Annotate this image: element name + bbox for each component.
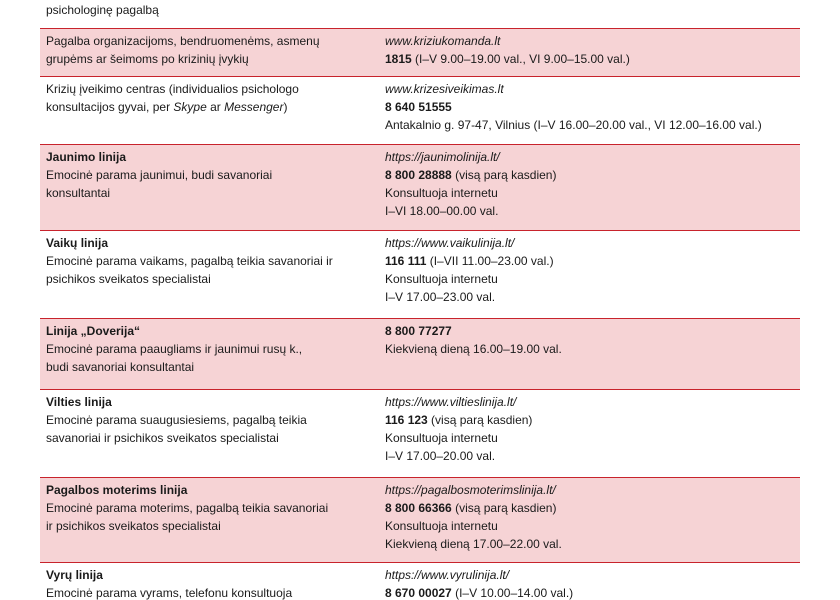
text-line <box>385 288 794 306</box>
text-segment: grupėms ar šeimoms po krizinių įvykių <box>46 52 249 66</box>
text-line <box>385 447 794 465</box>
text-segment: Kiekvieną dieną 16.00–19.00 val. <box>385 342 562 356</box>
text-line <box>385 148 794 166</box>
text-line <box>385 340 794 358</box>
text-segment: Krizių įveikimo centras (individualios psichologo <box>46 82 299 96</box>
service-description-cell <box>40 319 379 389</box>
website-link[interactable]: https://www.vyrulinija.lt/ <box>385 568 510 582</box>
text-segment: Pagalba organizacijoms, bendruomenėms, asmenų <box>46 34 320 48</box>
text-line <box>46 80 373 98</box>
table-row <box>40 145 800 231</box>
text-line <box>46 358 373 376</box>
text-line <box>46 566 373 584</box>
phone-number: 8 670 00027 <box>385 586 452 600</box>
table-row <box>40 29 800 77</box>
contact-info-cell <box>379 231 800 318</box>
text-segment: Konsultuoja internetu <box>385 272 498 286</box>
text-line <box>46 166 373 184</box>
text-line <box>385 184 794 202</box>
text-line <box>385 116 794 134</box>
text-line <box>46 148 373 166</box>
service-name: Linija „Doverija“ <box>46 324 141 338</box>
text-line <box>46 411 373 429</box>
phone-number: 8 800 77277 <box>385 324 452 338</box>
text-segment: Emocinė parama paaugliams ir jaunimui rusų k., <box>46 342 303 356</box>
text-line <box>385 50 794 68</box>
text-segment: ) <box>283 100 288 114</box>
contact-info-cell <box>379 29 800 76</box>
text-segment: Skype <box>173 100 207 114</box>
service-description-cell <box>40 563 379 600</box>
text-line <box>385 202 794 220</box>
text-line <box>385 234 794 252</box>
text-segment: konsultantai <box>46 186 111 200</box>
text-segment: Emocinė parama moterims, pagalbą teikia savanoriai <box>46 501 329 515</box>
contact-info-cell <box>379 390 800 477</box>
table-row <box>40 478 800 563</box>
text-segment: (visą parą kasdien) <box>451 501 557 515</box>
phone-number: 116 111 <box>385 254 427 268</box>
text-line <box>46 50 373 68</box>
text-line <box>385 166 794 184</box>
text-line <box>46 322 373 340</box>
text-line <box>385 566 794 584</box>
phone-number: 8 800 28888 <box>385 168 452 182</box>
text-segment: ir psichikos sveikatos specialistai <box>46 519 221 533</box>
contact-info-cell <box>379 145 800 230</box>
service-description-cell <box>40 0 379 28</box>
phone-number: 1815 <box>385 52 412 66</box>
text-segment: ar <box>206 100 225 114</box>
text-line <box>385 429 794 447</box>
text-line <box>46 32 373 50</box>
text-segment: (visą parą kasdien) <box>451 168 557 182</box>
text-segment: I–VI 18.00–00.00 val. <box>385 204 499 218</box>
text-segment: psichikos sveikatos specialistai <box>46 272 211 286</box>
phone-number: 8 800 66366 <box>385 501 452 515</box>
text-line <box>385 322 794 340</box>
service-description-cell <box>40 478 379 562</box>
text-segment: konsultacijos gyvai, per <box>46 100 174 114</box>
text-line <box>385 499 794 517</box>
text-line <box>385 393 794 411</box>
contact-info-cell <box>379 319 800 389</box>
text-line <box>46 499 373 517</box>
service-description-cell <box>40 77 379 144</box>
text-line <box>385 517 794 535</box>
service-description-cell <box>40 390 379 477</box>
phone-number: 116 123 <box>385 413 428 427</box>
text-line <box>385 411 794 429</box>
text-segment: Messenger <box>224 100 284 114</box>
text-segment: (I–V 10.00–14.00 val.) <box>451 586 574 600</box>
service-name: Jaunimo linija <box>46 150 127 164</box>
service-description-cell <box>40 29 379 76</box>
website-link[interactable]: https://www.viltieslinija.lt/ <box>385 395 517 409</box>
website-link[interactable]: www.krizesiveikimas.lt <box>385 82 504 96</box>
contact-info-cell <box>379 0 800 28</box>
contact-info-cell <box>379 77 800 144</box>
text-segment: budi savanoriai konsultantai <box>46 360 195 374</box>
text-line <box>46 584 373 600</box>
text-line <box>46 98 373 116</box>
table-row <box>40 231 800 319</box>
text-line <box>46 393 373 411</box>
phone-number: 8 640 51555 <box>385 100 452 114</box>
text-segment: Kiekvieną dieną 17.00–22.00 val. <box>385 537 562 551</box>
text-line <box>46 517 373 535</box>
text-line <box>385 32 794 50</box>
text-segment: Emocinė parama vyrams, telefonu konsultuoja <box>46 586 293 600</box>
service-name: Vaikų linija <box>46 236 109 250</box>
text-line <box>46 429 373 447</box>
text-segment: psichologinę pagalbą <box>46 3 159 17</box>
table-row <box>40 0 800 29</box>
service-name: Pagalbos moterims linija <box>46 483 188 497</box>
text-segment: Antakalnio g. 97-47, Vilnius (I–V 16.00–20.00 val., VI 12.00–16.00 val.) <box>385 118 762 132</box>
text-line <box>46 481 373 499</box>
text-segment: Konsultuoja internetu <box>385 519 498 533</box>
contact-info-cell <box>379 478 800 562</box>
text-line <box>385 98 794 116</box>
service-name: Vilties linija <box>46 395 112 409</box>
text-segment: Emocinė parama suaugusiesiems, pagalbą teikia <box>46 413 307 427</box>
text-segment: (I–V 9.00–19.00 val., VI 9.00–15.00 val.) <box>411 52 630 66</box>
website-link[interactable]: https://jaunimolinija.lt/ <box>385 150 500 164</box>
website-link[interactable]: https://www.vaikulinija.lt/ <box>385 236 515 250</box>
service-description-cell <box>40 231 379 318</box>
text-line <box>385 481 794 499</box>
text-segment: I–V 17.00–23.00 val. <box>385 290 496 304</box>
text-line <box>385 270 794 288</box>
table-row <box>40 563 800 600</box>
text-line <box>46 340 373 358</box>
text-line <box>46 252 373 270</box>
contact-info-cell <box>379 563 800 600</box>
helpline-table <box>40 0 800 600</box>
text-segment: Konsultuoja internetu <box>385 431 498 445</box>
text-segment: Konsultuoja internetu <box>385 186 498 200</box>
text-line <box>385 535 794 553</box>
text-line <box>46 1 373 19</box>
table-row <box>40 319 800 390</box>
website-link[interactable]: https://pagalbosmoterimslinija.lt/ <box>385 483 556 497</box>
text-line <box>46 270 373 288</box>
table-row <box>40 77 800 145</box>
text-segment: I–V 17.00–20.00 val. <box>385 449 496 463</box>
text-line <box>385 584 794 600</box>
table-row <box>40 390 800 478</box>
text-segment: (I–VII 11.00–23.00 val.) <box>426 254 554 268</box>
service-description-cell <box>40 145 379 230</box>
service-name: Vyrų linija <box>46 568 103 582</box>
text-line <box>385 80 794 98</box>
text-segment: savanoriai ir psichikos sveikatos specialistai <box>46 431 279 445</box>
text-segment: (visą parą kasdien) <box>427 413 533 427</box>
text-segment: Emocinė parama vaikams, pagalbą teikia savanoriai ir <box>46 254 333 268</box>
text-line <box>46 234 373 252</box>
website-link[interactable]: www.kriziukomanda.lt <box>385 34 501 48</box>
text-line <box>46 184 373 202</box>
text-segment: Emocinė parama jaunimui, budi savanoriai <box>46 168 273 182</box>
text-line <box>385 252 794 270</box>
